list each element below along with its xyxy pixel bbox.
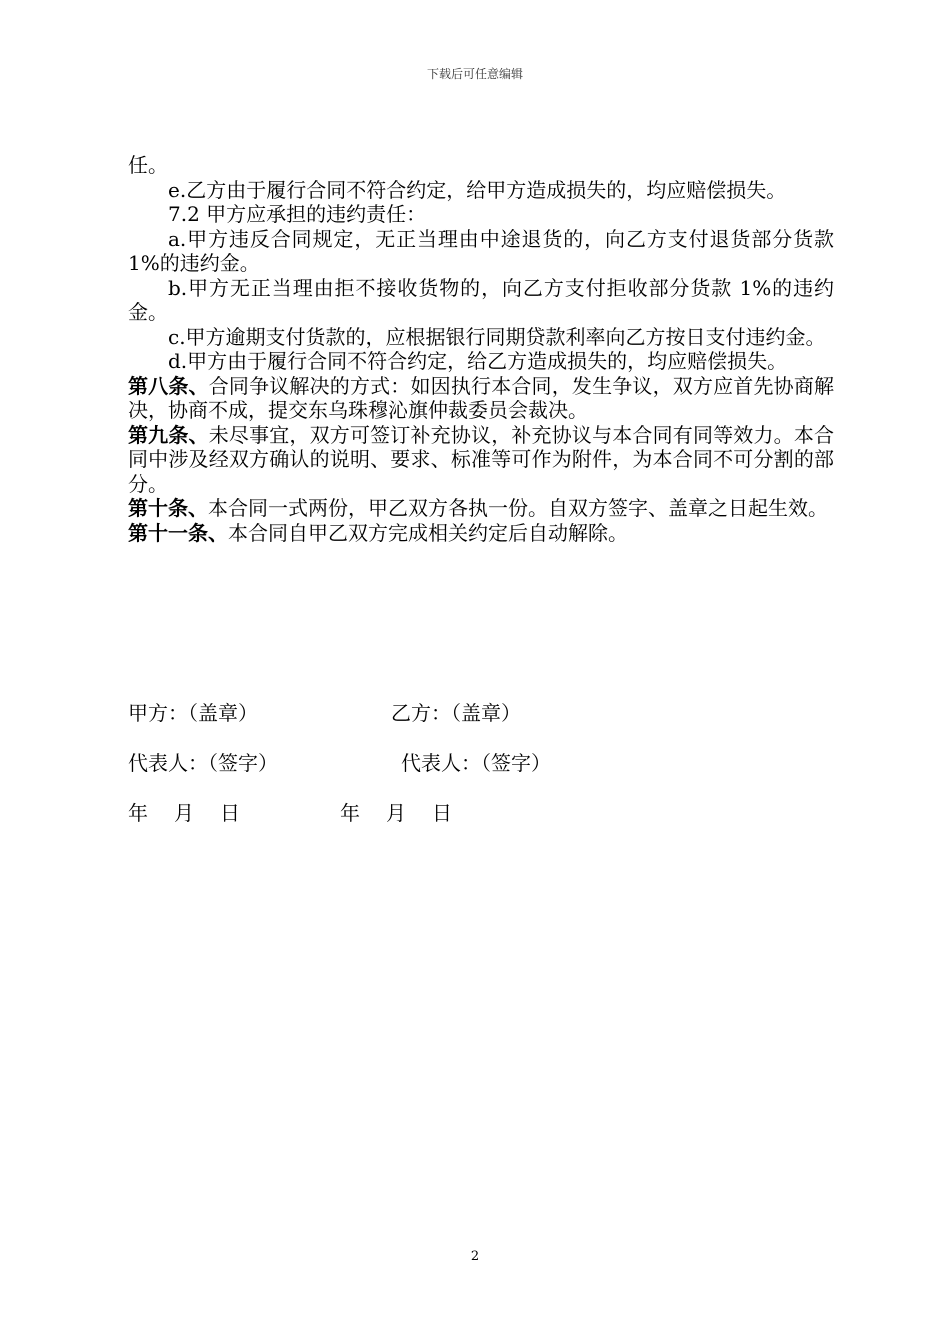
clause-c: c.甲方逾期支付货款的，应根据银行同期贷款利率向乙方按日支付违约金。	[168, 324, 826, 349]
article-8-title: 第八条、	[128, 373, 209, 398]
year-label: 年	[128, 801, 148, 825]
party-b-representative: 代表人：（签字）	[401, 751, 551, 775]
party-a-date	[128, 800, 240, 826]
article-10	[128, 496, 834, 521]
article-11	[128, 521, 834, 546]
month-label: 月	[386, 801, 406, 825]
clause-d: d.甲方由于履行合同不符合约定，给乙方造成损失的，均应赔偿损失。	[168, 349, 788, 373]
page-number: 2	[470, 1249, 480, 1264]
article-11-title: 第十一条、	[128, 520, 228, 545]
month-label: 月	[174, 801, 194, 825]
day-label: 日	[220, 801, 240, 825]
article-9	[128, 423, 834, 497]
article-8-text: 合同争议解决的方式：如因执行本合同，发生争议，双方应首先协商解决，协商不成，提交东乌珠穆沁旗仲裁委员会裁决。	[128, 373, 835, 422]
page-header: 下载后可任意编辑	[426, 67, 523, 81]
article-10-text: 本合同一式两份，甲乙双方各执一份。自双方签字、盖章之日起生效。	[208, 496, 828, 520]
clause-b: b.甲方无正当理由拒不接收货物的，向乙方支付拒收部分货款 1%的违约金。	[128, 275, 834, 324]
year-label: 年	[340, 801, 360, 825]
party-b-date	[340, 800, 452, 826]
article-11-text: 本合同自甲乙双方完成相关约定后自动解除。	[228, 520, 628, 545]
article-8	[128, 374, 834, 423]
clause-7-2-heading: 7.2 甲方应承担的违约责任：	[168, 202, 427, 226]
party-a-representative: 代表人：（签字）	[128, 751, 278, 775]
article-9-text: 未尽事宜，双方可签订补充协议，补充协议与本合同有同等效力。本合同中涉及经双方确认的说明、要求、标准等可作为附件，为本合同不可分割的部分。	[128, 422, 835, 496]
party-a-seal: 甲方：（盖章）	[128, 701, 258, 725]
clause-a: a.甲方违反合同规定，无正当理由中途退货的，向乙方支付退货部分货款 1%的违约金。	[128, 226, 834, 275]
article-10-title: 第十条、	[128, 496, 208, 520]
paragraph-continuation: 任。	[128, 153, 168, 177]
article-9-title: 第九条、	[128, 422, 209, 447]
day-label: 日	[432, 801, 452, 825]
party-b-seal: 乙方：（盖章）	[391, 701, 521, 725]
clause-e: e.乙方由于履行合同不符合约定，给甲方造成损失的，均应赔偿损失。	[168, 177, 787, 202]
contract-body	[128, 153, 834, 545]
